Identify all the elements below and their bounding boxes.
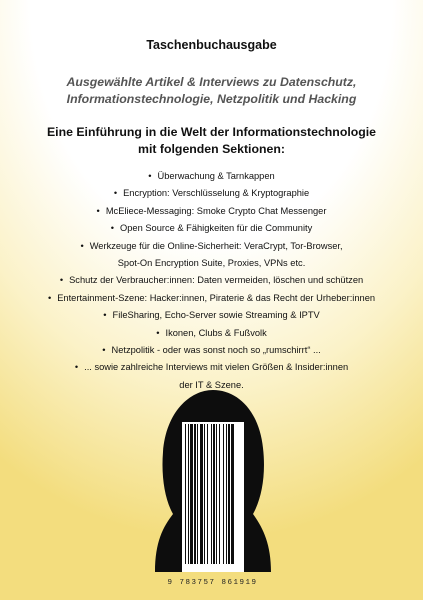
bullet-icon: • bbox=[96, 205, 100, 216]
bullet-icon: • bbox=[47, 292, 52, 303]
section-label: ... sowie zahlreiche Interviews mit vielen Größen & Insider:innen bbox=[84, 362, 349, 373]
bullet-icon: • bbox=[59, 275, 64, 286]
bullet-icon: • bbox=[102, 345, 106, 356]
barcode-bar bbox=[207, 424, 208, 564]
subtitle-line-1: Ausgewählte Artikel & Interviews zu Datenschutz, bbox=[66, 75, 357, 89]
bullet-icon: • bbox=[103, 310, 107, 321]
section-item-continuation: der IT & Szene. bbox=[179, 379, 244, 390]
barcode-bar bbox=[197, 424, 198, 564]
section-label: Werkzeuge für die Online-Sicherheit: VeraCrypt, Tor-Browser, bbox=[89, 240, 343, 251]
section-item bbox=[0, 342, 423, 359]
hooded-figure-barcode bbox=[145, 382, 280, 587]
hooded-figure-icon bbox=[145, 382, 280, 587]
section-item bbox=[0, 359, 423, 376]
section-item-continuation: Spot-On Encryption Suite, Proxies, VPNs etc. bbox=[117, 258, 306, 269]
barcode-bar bbox=[194, 424, 196, 564]
section-list bbox=[0, 168, 423, 394]
section-label: FileSharing, Echo-Server sowie Streaming & IPTV bbox=[112, 310, 320, 321]
barcode-bar bbox=[200, 424, 203, 564]
section-label: Schutz der Verbraucher:innen: Daten vermeiden, löschen und schützen bbox=[69, 275, 364, 286]
section-item bbox=[0, 185, 423, 202]
intro-line-2: mit folgenden Sektionen: bbox=[138, 142, 285, 156]
intro-line-1: Eine Einführung in die Welt der Informationstechnologie bbox=[46, 125, 377, 139]
section-label: Open Source & Fähigkeiten für die Community bbox=[120, 223, 313, 234]
barcode-bar bbox=[211, 424, 212, 564]
barcode-bar bbox=[188, 424, 189, 564]
bullet-icon: • bbox=[110, 223, 115, 234]
bullet-icon: • bbox=[80, 240, 84, 251]
intro-heading bbox=[10, 124, 413, 158]
barcode-bar bbox=[216, 424, 217, 564]
barcode-bar bbox=[213, 424, 215, 564]
section-item bbox=[0, 325, 423, 342]
bullet-icon: • bbox=[148, 171, 152, 181]
section-item bbox=[0, 272, 423, 289]
edition-label: Taschenbuchausgabe bbox=[146, 38, 277, 52]
section-label: Überwachung & Tarnkappen bbox=[157, 171, 275, 181]
section-item bbox=[0, 290, 423, 307]
section-label: McEliece-Messaging: Smoke Crypto Chat Messenger bbox=[105, 205, 327, 216]
subtitle bbox=[20, 74, 403, 108]
section-item bbox=[0, 307, 423, 324]
barcode-bar bbox=[219, 424, 220, 564]
barcode-bar bbox=[204, 424, 205, 564]
bullet-icon: • bbox=[74, 362, 79, 373]
barcode-bar bbox=[228, 424, 230, 564]
section-label: Ikonen, Clubs & Fußvolk bbox=[165, 327, 267, 338]
bullet-icon: • bbox=[113, 188, 118, 199]
section-item bbox=[0, 238, 423, 255]
section-item bbox=[0, 220, 423, 237]
isbn-number: 9 783757 861919 bbox=[167, 579, 258, 587]
section-label: Encryption: Verschlüsselung & Kryptographie bbox=[123, 188, 310, 199]
barcode-bar bbox=[226, 424, 227, 564]
subtitle-line-2: Informationstechnologie, Netzpolitik und Hacking bbox=[66, 92, 357, 106]
section-item bbox=[0, 203, 423, 220]
section-label: Netzpolitik - oder was sonst noch so „rumschirrt“ ... bbox=[111, 345, 321, 356]
barcode-bar bbox=[231, 424, 234, 564]
bullet-icon: • bbox=[156, 327, 160, 338]
section-item bbox=[0, 168, 423, 185]
barcode-bar bbox=[190, 424, 193, 564]
section-label: Entertainment-Szene: Hacker:innen, Piraterie & das Recht der Urheber:innen bbox=[57, 292, 376, 303]
barcode-bar bbox=[185, 424, 186, 564]
barcode-bar bbox=[223, 424, 224, 564]
